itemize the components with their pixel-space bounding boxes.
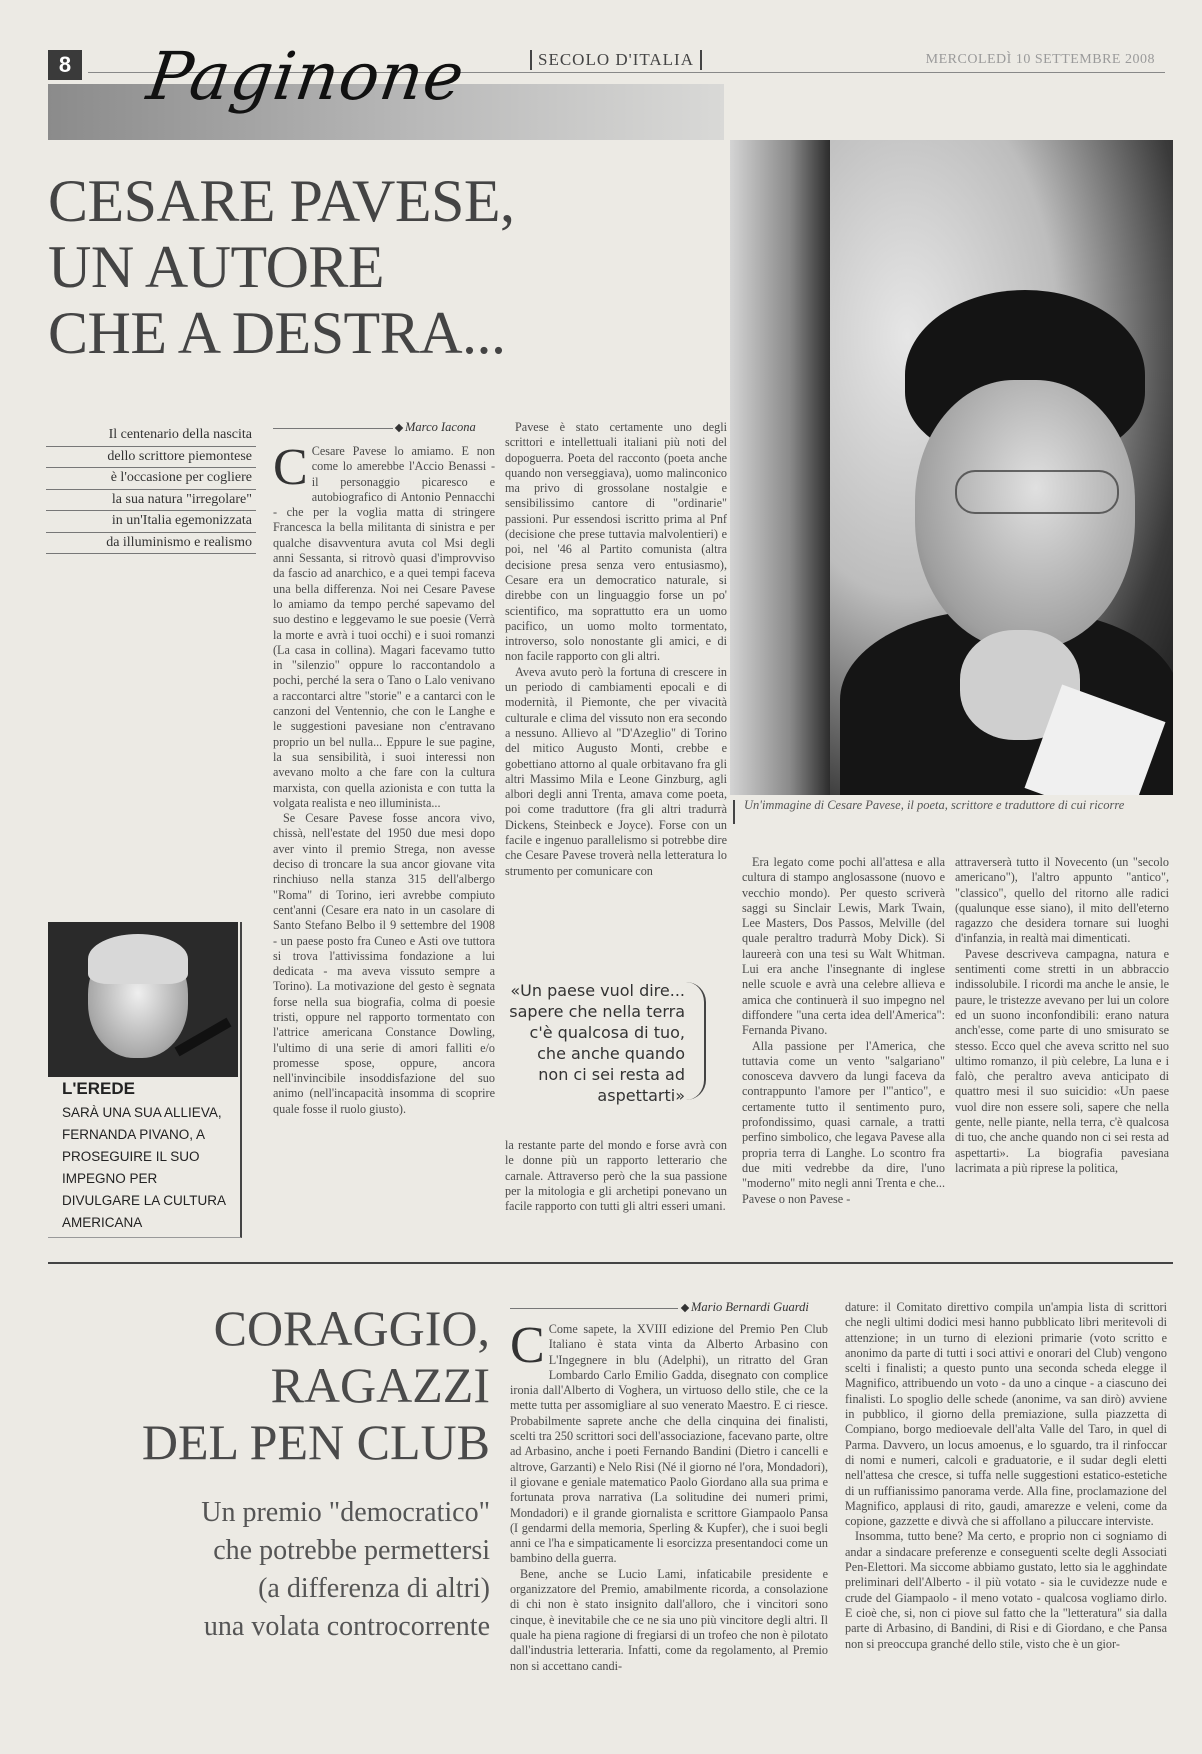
erede-title: L'EREDE xyxy=(62,1079,135,1098)
pull-quote-bracket xyxy=(686,982,706,1100)
summary-line: dello scrittore piemontese xyxy=(46,447,256,469)
headline-line: CHE A DESTRA... xyxy=(48,300,506,366)
photo-caption: Un'immagine di Cesare Pavese, il poeta, scrittore e traduttore di cui ricorre xyxy=(744,798,1125,812)
summary-line: la sua natura "irregolare" xyxy=(46,490,256,512)
pivano-hair xyxy=(88,934,188,984)
photo-glasses xyxy=(955,470,1119,514)
subhead-line: (a differenza di altri) xyxy=(258,1573,490,1604)
paragraph: dature: il Comitato direttivo compila un'ampia lista di scrittori che negli ultimi dodici mesi hanno pubblicato libri meritevoli di attenzione; in un turno di elezioni primarie (voto scritto e anonimo da parte di tutti i soci attivi e onorari del Club) vengono scelti i finalisti; a questo punto una seconda scheda elegge il Magnifico, attribuendo un voto - da uno a cinque - a ciascuno dei finalisti. Lo spoglio delle schede (anonime, va san dirò) avviene in pubblico, il giorno della premiazione, sulla piazzetta di Compiano, borgo medioevale dell'alta Valle del Taro, in quel di Parma. Davvero, un locus amoenus, e lo sguardo, tra il rinfoccar di nomi e numeri, calcoli e graduatorie, e il sudar degli eletti nell'attesa che cresce, si tuffa nelle suggestioni estatico-estetiche di un ruffianissimo panorama verde. Alla fine, proclamazione del Magnifico, applausi di rito, gaudi, amarezze e veleni, come da copione, gazzette e divvà che si affollano a piluccare interviste. xyxy=(845,1300,1167,1529)
article2-column-1 xyxy=(510,1322,828,1742)
paragraph: Pavese è stato certamente uno degli scrittori e intellettuali italiani più noti del dopoguerra. Poeta del racconto (poeta anche quando non verseggiava), uomo malinconico ma privo di grossolane nostalgie e sensibilissimo cantore di "ordinarie" passioni. Pur essendosi iscritto prima al Pnf (decisione che prese tuttavia malvolentieri) e poi, nel '46 al Partito comunista (altra decisione presa senza vero entusiasmo), Cesare era un democratico naturale, si direbbe con un linguaggio forse un po' scientifico, ma soprattutto era un uomo pacifico, un uomo molto tormentato, introverso, solo nonostante gli amici, e di non facile rapporto con gli altri. xyxy=(505,420,727,664)
summary-box xyxy=(46,425,256,554)
pull-quote: «Un paese vuol dire... sapere che nella terra c'è qualcosa di tuo, che anche quando non ci sei resta ad aspettarti» xyxy=(509,981,685,1105)
byline-2 xyxy=(682,1300,809,1315)
second-subheadline xyxy=(50,1494,490,1646)
subhead-line: una volata controcorrente xyxy=(203,1611,490,1642)
paper-name: SECOLO D'ITALIA xyxy=(530,50,702,70)
paragraph: Insomma, tutto bene? Ma certo, e proprio non ci sogniamo di andar a sindacare preferenze e conseguenti scelte degli Associati Pen-Elettori. Ma siccome abbiamo gustato, letto sia le agghindate preliminari dell'Alberto - il più votato - sia le cuvidezze nude e crude del Giampaolo - il meno votato - qualcosa vogliamo dirlo. E cioè che, si, non ci piove sul fatto che la "letteratura" sia dalla parte di Arbasino, di Bandini, di Risi e di Giordano, e che Pansa non si preoccupa granché dello stile, visto che è un gior- xyxy=(845,1529,1167,1651)
paragraph: Bene, anche se Lucio Lami, infaticabile presidente e organizzatore del Premio, amabilmente ricorda, a consolazione di chi non è stato insignito dall'alloro, che i vincitori sono cinque, è inevitabile che ce ne sia uno più vincitore degli altri. Il quale ha piena ragione di fregiarsi di un trofeo che non è pilotato dall'industria letteraria. Infatti, come da regolamento, al Premio non si accettano candi- xyxy=(510,1566,828,1673)
photo-face xyxy=(915,380,1135,650)
paragraph xyxy=(273,444,495,811)
article-column-4 xyxy=(955,855,1169,1240)
page-number: 8 xyxy=(48,50,82,80)
drop-cap: C xyxy=(273,444,308,496)
paragraph-text: Come sapete, la XVIII edizione del Premio Pen Club Italiano è stata vinta da Alberto Arbasino con L'Ingegnere in blu (Adelphi), un ritratto del Gran Lombardo Carlo Emilio Gadda, disegnato con complice ironia dall'Alberto di Voghera, un virtuoso dello stile, che ce la mette tutta per assomigliare al suo venerato Maestro. E ci riesce. Probabilmente saprete anche che della cinquina dei finalisti, scelti tra 250 scrittori soci dell'associazione, facevano parte, oltre ad Arbasino, anche i poeti Fernando Bandini (Dietro i cancelli e altrove, Garzanti) e Nelo Risi (Né il giorno né l'ora, Mondadori), il giovane e geniale matematico Paolo Giordano alla sua prima e fortunata prova narrativa (La solitudine dei numeri primi, Mondadori) e il grande giornalista e scrittore Giampaolo Pansa (I gendarmi della memoria, Sperling & Kupfer), che i suoi begli anni ce l'ha e simpaticamente li esorcizza presentandoci come un bambino della guerra. xyxy=(510,1322,828,1566)
byline-rule xyxy=(510,1308,678,1309)
paragraph: Era legato come pochi all'attesa e alla cultura di stampo anglosassone (nuovo e vecchio mondo). Per questo scriverà saggi su Sinclair Lewis, Mark Twain, Lee Masters, Dos Passos, Melville (del quale peraltro tradurrà Moby Dick). Si laureerà con una tesi su Walt Whitman. Lui era anche l'insegnante di inglese nelle scuole e avrà una celebre allieva e amica che continuerà il suo impegno nel diffondere "una certa idea dell'America": Fernanda Pivano. xyxy=(742,855,945,1038)
byline xyxy=(396,420,476,435)
paragraph: Pavese descriveva campagna, natura e sentimenti come stretti in un abbraccio indissolubile. I ricordi ma anche le ansie, le paure, le tristezze avevano per lui un colore ed un suono inconfondibili: erano natura anch'esse, come parte di uno smisurato se stesso. Ecco quel che aveva scritto nel suo ultimo romanzo, il più celebre, La luna e i falò, che peraltro aveva anticipato di quattro mesi il suo suicidio: «Un paese vuol dire non essere soli, sapere che nella gente, nelle piante, nella terra, c'è qualcosa di tuo, che anche quando non ci sei resta ad aspettarti». La biografia pavesiana lacrimata a più riprese la politica, xyxy=(955,946,1169,1175)
main-headline xyxy=(48,168,738,366)
headline-line: DEL PEN CLUB xyxy=(141,1414,490,1470)
photo-curtain xyxy=(730,140,830,795)
paragraph-text: Cesare Pavese lo amiamo. E non come lo amerebbe l'Accio Benassi - il personaggio picaresco e autobiografico di Antonio Pennacchi - che per la voglia matta di stringere Francesca la bella militanta di sinistra e per qualche disavventura avuta col Msi degli anni Sessanta, si ritrovò quasi d'improvviso da fascio ad anarchico, e a quei tempi faceva una bella differenza. Noi nei Cesare Pavese lo amiamo da tempo perché sapevamo del suo destino e leggevamo le sue poesie (Verrà la morte e avrà i tuoi occhi) e i suoi romanzi (La casa in collina). Magari facevamo tutto in "silenzio" oppure lo raccontandolo a pochi, perché la sera o Tano o Lalo venivano a raccontarci altre "storie" e a cantarci con le canzoni del Ventennio, che con le Langhe e le suggestioni pavesiane non c'entravano proprio un bel nulla... Eppure le sue pagine, la sua sensibilità, i suoi interessi non avevano molto a che fare con la cultura marxista, con quella azionista e con tutta la volgata realista e neo illuminista... xyxy=(273,444,495,810)
subhead-line: che potrebbe permettersi xyxy=(213,1535,490,1566)
pivano-photo xyxy=(48,922,238,1077)
erede-text: SARÀ UNA SUA ALLIEVA, FERNANDA PIVANO, A PROSEGUIRE IL SUO IMPEGNO PER DIVULGARE LA CULTURA AMERICANA xyxy=(62,1105,226,1230)
diamond-icon xyxy=(681,1304,689,1312)
paragraph: la restante parte del mondo e forse avrà con le donne più un rapporto letterario che carnale. Attraverso però che la sua passione per la mitologia e gli archetipi ponevano un facile rapporto con tutti gli altri esseri umani. xyxy=(505,1138,727,1214)
subhead-line: Un premio "democratico" xyxy=(201,1497,490,1528)
headline-line: UN AUTORE xyxy=(48,234,385,300)
drop-cap: C xyxy=(510,1322,545,1374)
article2-column-2 xyxy=(845,1300,1167,1742)
paragraph xyxy=(510,1322,828,1567)
paragraph: Alla passione per l'America, che tuttavia come un vento "salgariano" conosceva davvero da lungi faceva da contrappunto l'amore per l'"antico", e certamente tutto il sentimento puro, profondissimo, quasi carnale, a tratti perfino simbolico, che legava Pavese alla propria terra di Langhe. Lo scontro fra due miti vedrebbe da dire, l'uno "moderno" mito negli anni Trenta e che... Pavese o non Pavese - xyxy=(742,1038,945,1206)
second-headline xyxy=(50,1300,490,1471)
paragraph: Aveva avuto però la fortuna di crescere in un periodo di cambiamenti epocali e di modernità, il Piemonte, che per vivacità culturale e clima del vissuto non era secondo a nessuno. Allievo al "D'Azeglio" di Torino del mitico Augusto Monti, crebbe e gobettiano attorno al quale orbitavano fra gli altri Massimo Mila e Leone Ginzburg, agli albori degli anni Trenta, amava come poeta, poi come traduttore (fra gli altri tradurrà Dickens, Steinbeck e Joyce). Forse con un facile e ingenuo parallelismo si potrebbe dire che Cesare Pavese troverà nella letteratura lo strumento per comunicare con xyxy=(505,664,727,878)
headline-line: CESARE PAVESE, xyxy=(48,168,515,234)
pavese-photo xyxy=(730,140,1173,795)
diamond-icon xyxy=(395,424,403,432)
headline-line: CORAGGIO, xyxy=(213,1300,490,1356)
paragraph: Se Cesare Pavese fosse ancora vivo, chissà, nell'estate del 1950 due mesi dopo aver vinto il premio Strega, non avesse deciso di troncare la sua ancor giovane vita rinchiuso nella stanza 315 dell'albergo "Roma" di Torino, ieri avrebbe compiuto cent'anni (Cesare era nato in un casolare di Santo Stefano Belbo il 9 settembre del 1908 - un paese posto fra Cuneo e Asti ove tuttora si trova l'attivissima fondazione a lui dedicata - ma aveva vissuto sempre a Torino). La motivazione del gesto è segnata forse nella sua biografia, colma di poesie tristi, oppure nel rapporto tormentato con l'attrice americana Constance Dowling, l'ultimo di una serie di amori falliti e/o promesse spose, oppure, ancora nell'invincibile insoddisfazione del suo animo (nell'incapacità insomma di scoprire quale fosse il ruolo giusto). xyxy=(273,811,495,1116)
byline-rule xyxy=(273,428,393,429)
paragraph: attraverserà tutto il Novecento (un "secolo americano"), l'altro appunto "antico", "classico", quello del ritorno alle radici (qualunque esse siano), il mito dell'eterno ragazzo che desidera tornare sui luoghi d'infanzia, in realtà mai dimenticati. xyxy=(955,855,1169,946)
section-title: Paginone xyxy=(142,38,470,115)
summary-line: da illuminismo e realismo xyxy=(46,533,256,555)
erede-box xyxy=(48,922,242,1238)
byline-text: Marco Iacona xyxy=(405,420,476,434)
article-column-2 xyxy=(505,420,727,980)
article-column-2-end xyxy=(505,1138,727,1238)
article-separator xyxy=(48,1262,1173,1264)
article-column-1 xyxy=(273,444,495,1240)
article-column-3 xyxy=(742,855,945,1240)
dateline: MERCOLEDÌ 10 SETTEMBRE 2008 xyxy=(925,52,1155,67)
headline-line: RAGAZZI xyxy=(270,1357,490,1413)
summary-line: in un'Italia egemonizzata xyxy=(46,511,256,533)
summary-line: è l'occasione per cogliere xyxy=(46,468,256,490)
summary-line: Il centenario della nascita xyxy=(46,425,256,447)
byline-text: Mario Bernardi Guardi xyxy=(691,1300,809,1314)
caption-bar xyxy=(733,800,735,824)
